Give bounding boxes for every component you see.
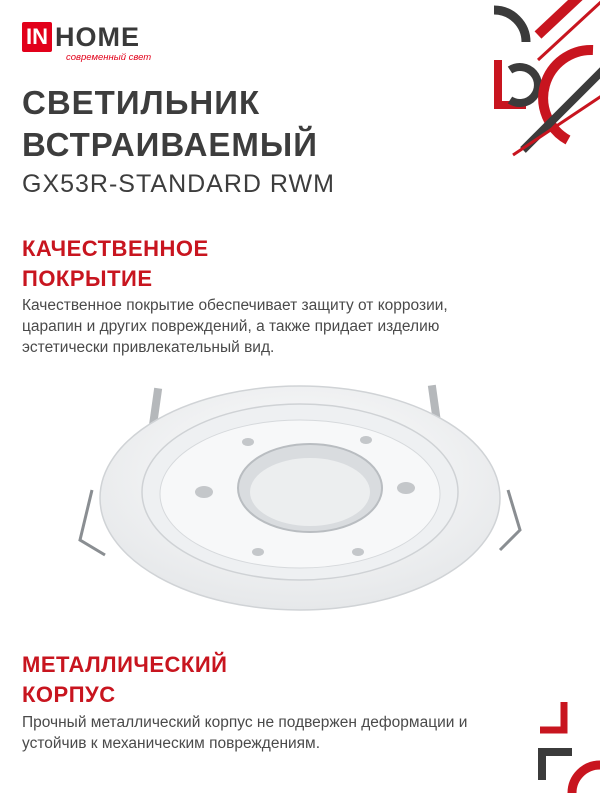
- section-heading-body: МЕТАЛЛИЧЕСКИЙ КОРПУС: [22, 652, 228, 707]
- product-title: [22, 82, 318, 166]
- logo-in-badge: IN: [22, 22, 52, 52]
- section-heading-coating: КАЧЕСТВЕННОЕ ПОКРЫТИЕ: [22, 236, 209, 291]
- title-line-2: ВСТРАИВАЕМЫЙ: [22, 126, 318, 163]
- brand-logo: [22, 20, 182, 68]
- title-line-1: СВЕТИЛЬНИК: [22, 84, 261, 121]
- corner-decoration-icon: [468, 0, 600, 160]
- section-text-coating: Качественное покрытие обеспечивает защиту от коррозии, царапин и других повреждений, а также придает изделию эстетически привлекательный вид.: [22, 297, 448, 356]
- section-text-body: Прочный металлический корпус не подвержен деформации и устойчив к механическим повреждениям.: [22, 714, 468, 752]
- corner-decoration-icon: [530, 690, 600, 800]
- logo-wordmark: [22, 20, 182, 54]
- product-image: [60, 380, 540, 640]
- logo-home-text: HOME: [55, 21, 140, 52]
- product-model: GX53R-STANDARD RWM: [22, 170, 335, 198]
- logo-tagline: современный свет: [66, 52, 152, 63]
